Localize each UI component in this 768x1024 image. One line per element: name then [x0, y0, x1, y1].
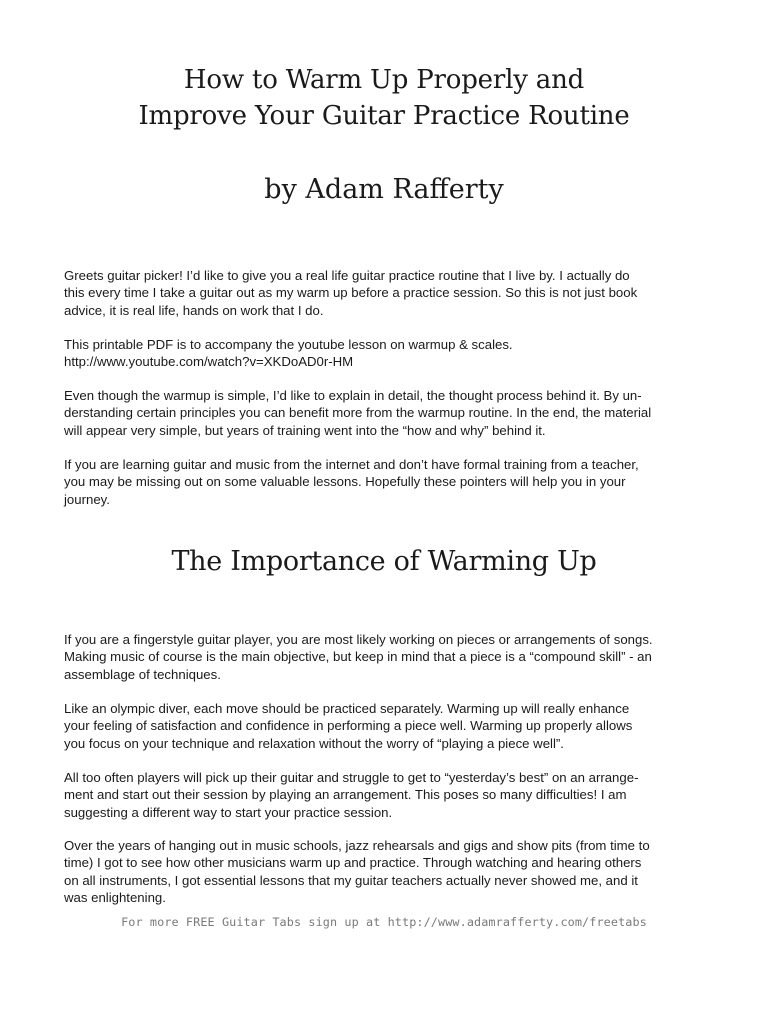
section-heading: The Importance of Warming Up [171, 546, 597, 577]
footer-promo: For more FREE Guitar Tabs sign up at http://www.adamrafferty.com/freetabs [121, 915, 647, 929]
section-paragraph: Over the years of hanging out in music schools, jazz rehearsals and gigs and show pits (from time to time) I got to see how other musicians warm up and practice. Through watching and hearing others on all instruments, I got essential lessons that my guitar teachers actually never showed me, and it was enlightening. [64, 838, 650, 906]
intro-paragraph: This printable PDF is to accompany the youtube lesson on warmup & scales. http://www.youtube.com/watch?v=XKDoAD0r-HM [64, 337, 513, 370]
section-paragraph: All too often players will pick up their guitar and struggle to get to “yesterday’s best” on an arrange- ment and start out their session by playing an arrangement. This poses so many difficulties! I am suggesting a different way to start your practice session. [64, 770, 639, 820]
author-byline: by Adam Rafferty [264, 174, 504, 205]
intro-paragraph: If you are learning guitar and music from the internet and don’t have formal training from a teacher, you may be missing out on some valuable lessons. Hopefully these pointers will help you in your journey. [64, 457, 639, 507]
section-paragraph: If you are a fingerstyle guitar player, you are most likely working on pieces or arrangements of songs. Making music of course is the main objective, but keep in mind that a piece is a “compound skill” - an assemblage of techniques. [64, 632, 653, 682]
intro-paragraph: Even though the warmup is simple, I’d like to explain in detail, the thought process behind it. By un- derstanding certain principles you can benefit more from the warmup routine. In the end, the material will appear very simple, but years of training went into the “how and why” behind it. [64, 388, 652, 438]
title-line-2: Improve Your Guitar Practice Routine [138, 101, 630, 131]
document-title [0, 62, 768, 134]
title-line-1: How to Warm Up Properly and [183, 65, 585, 95]
section-paragraph: Like an olympic diver, each move should be practiced separately. Warming up will really enhance your feeling of satisfaction and confidence in performing a piece well. Warming up properly allows you focus on your technique and relaxation without the worry of “playing a piece well”. [64, 701, 633, 751]
intro-paragraph: Greets guitar picker! I’d like to give you a real life guitar practice routine that I live by. I actually do this every time I take a guitar out as my warm up before a practice session. So this is not just book advice, it is real life, hands on work that I do. [64, 268, 638, 318]
